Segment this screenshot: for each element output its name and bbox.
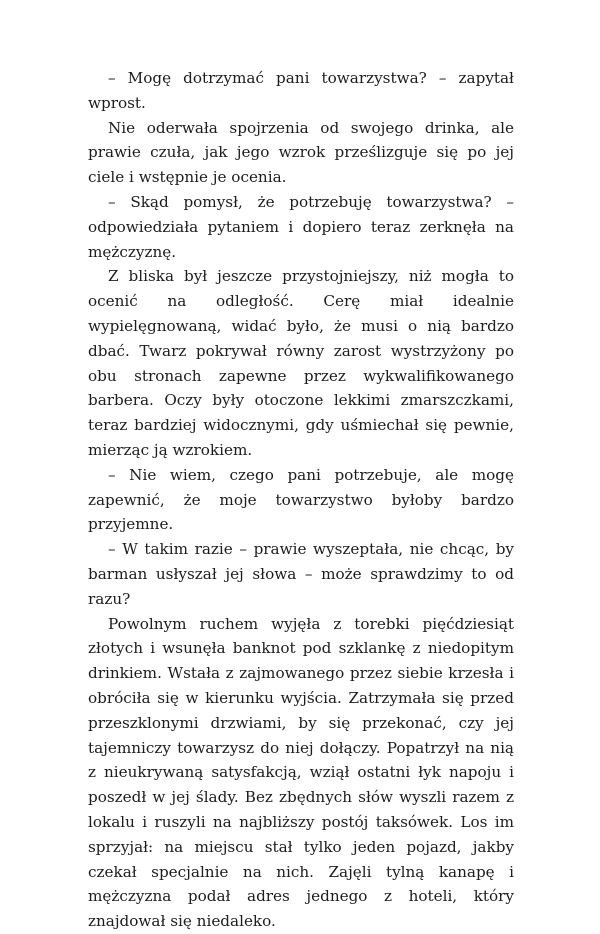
paragraph: Powolnym ruchem wyjęła z torebki pięćdziesiąt złotych i wsunęła banknot pod szklankę z niedopitym drinkiem. Wstała z zajmowanego przez siebie krzesła i obróciła się w kierunku wyjścia. Zatrzymała się przed przeszklonymi drzwiami, by się przekonać, czy jej tajemniczy towarzysz do niej dołączy. Popatrzył na nią z nieukrywaną satysfakcją, wziął ostatni łyk napoju i poszedł w jej ślady. Bez zbędnych słów wyszli razem z lokalu i ruszyli na najbliższy postój taksówek. Los im sprzyjał: na miejscu stał tylko jeden pojazd, jakby czekał specjalnie na nich. Zajęli tylną kanapę i mężczyzna podał adres jednego z hoteli, który znajdował się niedaleko. bbox=[88, 614, 514, 931]
paragraph: Z bliska był jeszcze przystojniejszy, niż mogła to ocenić na odległość. Cerę miał idealnie wypielęgnowaną, widać było, że musi o nią bardzo dbać. Twarz pokrywał równy zarost wystrzyżony po obu stronach zapewne przez wykwalifikowanego barbera. Oczy były otoczone lekkimi zmarszczkami, teraz bardziej widocznymi, gdy uśmiechał się pewnie, mierząc ją wzrokiem. bbox=[88, 267, 514, 459]
paragraph: – Mogę dotrzymać pani towarzystwa? – zapytał wprost. bbox=[88, 69, 514, 112]
paragraph: – Nie wiem, czego pani potrzebuje, ale mogę zapewnić, że moje towarzystwo byłoby bardzo przyjemne. bbox=[88, 465, 514, 534]
paragraph: – Skąd pomysł, że potrzebuję towarzystwa? – odpowiedziała pytaniem i dopiero teraz zerknęła na mężczyznę. bbox=[88, 192, 514, 261]
paragraph: Nie oderwała spojrzenia od swojego drinka, ale prawie czuła, jak jego wzrok prześlizguje się po jej ciele i wstępnie je ocenia. bbox=[88, 118, 514, 187]
paragraph: – W takim razie – prawie wyszeptała, nie chcąc, by barman usłyszał jej słowa – może sprawdzimy to od razu? bbox=[88, 540, 514, 608]
page-text bbox=[88, 66, 514, 934]
